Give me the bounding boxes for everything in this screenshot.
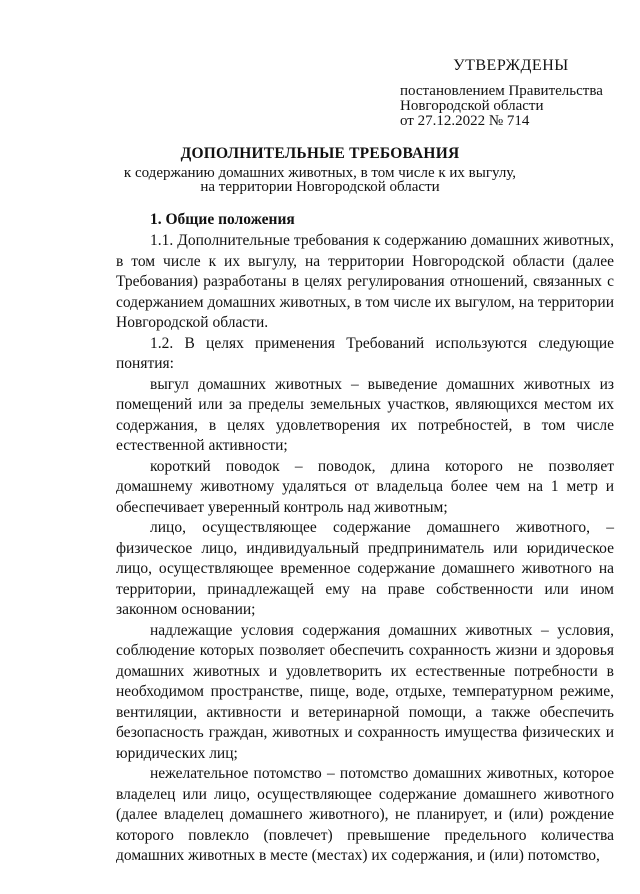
approval-block [400, 58, 622, 129]
paragraph: надлежащие условия содержания домашних животных – условия, соблюдение которых позволяет обеспечить сохранность жизни и здоровья домашних животных и удовлетворить их естественные потребности в необходимом пространстве, пище, воде, отдыхе, температурном режиме, вентиляции, активности и ветеринарной помощи, а также обеспечить безопасность граждан, животных и сохранность имущества физических и юридических лиц; [116, 621, 614, 762]
document-subtitle-line: к содержанию домашних животных, в том числе к их выгулу, [123, 165, 517, 181]
document-title: ДОПОЛНИТЕЛЬНЫЕ ТРЕБОВАНИЯ [180, 145, 460, 162]
paragraph: лицо, осуществляющее содержание домашнего животного, – физическое лицо, индивидуальный предприниматель или юридическое лицо, осуществляющее временное содержание домашнего животного на территории, принадлежащей ему на праве собственности или ином законном основании; [116, 519, 614, 618]
paragraph: нежелательное потомство – потомство домашних животных, которое владелец или лицо, осуществляющее содержание домашнего животного (далее владелец домашнего животного), не планирует, и (или) рождение которого повлекло (повлечет) превышение предельного количества домашних животных в месте (местах) их содержания, и (или) потомство, [116, 765, 614, 864]
approval-title: УТВЕРЖДЕНЫ [453, 57, 569, 74]
section-body [116, 231, 614, 867]
section-title: 1. Общие положения [150, 211, 295, 228]
paragraph: 1.2. В целях применения Требований используются следующие понятия: [116, 334, 614, 372]
paragraph: 1.1. Дополнительные требования к содержанию домашних животных, в том числе к их выгулу, на территории Новгородской области (далее Требования) разработаны в целях регулирования отношений, связанных с содержанием домашних животных, в том числе их выгулом, на территории Новгородской области. [116, 232, 614, 331]
paragraph: короткий поводок – поводок, длина которого не позволяет домашнему животному удаляться от владельца более чем на 1 метр и обеспечивает уверенный контроль над животным; [116, 457, 614, 516]
document-subtitle-line: на территории Новгородской области [200, 179, 440, 195]
approval-line: Новгородской области [400, 98, 544, 114]
approval-line: от 27.12.2022 № 714 [400, 113, 530, 129]
approval-line: постановлением Правительства [400, 83, 603, 99]
paragraph: выгул домашних животных – выведение домашних животных из помещений или за пределы земельных участков, являющихся местом их содержания, в целях удовлетворения их потребностей, в том числе естественной активности; [116, 375, 614, 454]
document-subtitle [0, 166, 640, 194]
